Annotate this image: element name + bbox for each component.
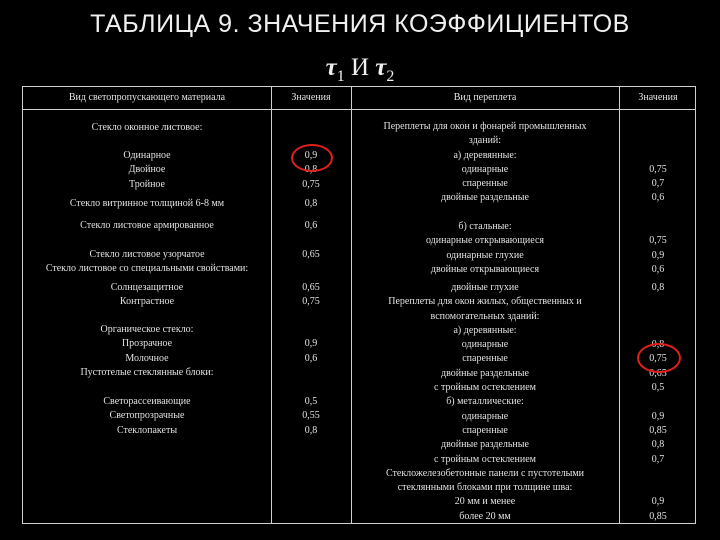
tau2-subscript: 2 [386, 68, 395, 85]
tau2-symbol: τ [375, 54, 387, 81]
highlight-circle [637, 343, 681, 373]
header-values-left: Значения [291, 92, 331, 103]
frames-residential: двойные глухие Переплеты для окон жилых, общественных и вспомогательных зданий: а) деревянные: одинарные спаренные двойные раздельные с тройным остеклением б) металлические: одинарные спаренные двойные раздельные с тройным остеклением Стекложелезобетонные панели с пустотелыми стеклянными блоками при толщине шва: 20 мм и менее более 20 мм [385, 282, 585, 522]
header-values-right: Значения [638, 92, 678, 103]
material-patterned-glass: Стекло листовое узорчатое Стекло листовое со специальными свойствами: [45, 249, 249, 275]
material-organic-glass: Органическое стекло: Прозрачное Молочное Пустотелые стеклянные блоки: [80, 324, 214, 378]
value-armored-glass: 0,6 [304, 220, 318, 231]
values-steel: 0,75 0,9 0,6 [649, 235, 667, 275]
page-title: ТАБЛИЦА 9. ЗНАЧЕНИЯ КОЭФФИЦИЕНТОВ [90, 10, 630, 38]
value-vitrine-glass: 0,8 [304, 198, 318, 209]
material-vitrine-glass: Стекло витринное толщиной 6-8 мм [69, 198, 225, 209]
highlight-circle [291, 144, 333, 172]
tau1-symbol: τ [325, 54, 337, 81]
tau1-subscript: 1 [336, 68, 345, 85]
material-sun-protective: Солнцезащитное Контрастное [110, 282, 184, 308]
coefficients-table [22, 86, 696, 524]
values-organic-glass: 0,9 0,6 [304, 338, 318, 364]
values-glass-blocks: 0,5 0,55 0,8 [302, 396, 320, 436]
values-industrial: 0,75 0,7 0,6 [649, 163, 667, 204]
material-armored-glass: Стекло листовое армированное [80, 220, 214, 231]
values-residential: 0,8 0,8 0,75 0,65 0,5 0,9 0,85 0,8 0,7 0,9 0,85 [649, 282, 667, 522]
header-frame: Вид переплета [453, 92, 517, 103]
header-divider [23, 109, 695, 110]
values-window-glass: 0,9 0,8 0,75 [302, 150, 320, 190]
material-window-glass: Стекло оконное листовое: [91, 122, 203, 133]
subtitle-conjunction: И [344, 54, 376, 81]
frames-industrial: Переплеты для окон и фонарей промышленных зданий: а) деревянные: одинарные спаренные двойные раздельные [383, 121, 587, 204]
header-material: Вид светопропускающего материала [68, 92, 226, 103]
frames-steel: б) стальные: одинарные открывающиеся одинарные глухие двойные открывающиеся [425, 221, 545, 275]
material-glass-blocks: Светорассеивающие Светопрозрачные Стеклопакеты [103, 396, 191, 436]
page-subtitle [0, 54, 720, 86]
material-window-glass-types: Одинарное Двойное Тройное [123, 150, 171, 190]
value-patterned-glass: 0,65 [302, 249, 320, 260]
values-sun-protective: 0,65 0,75 [302, 282, 320, 308]
